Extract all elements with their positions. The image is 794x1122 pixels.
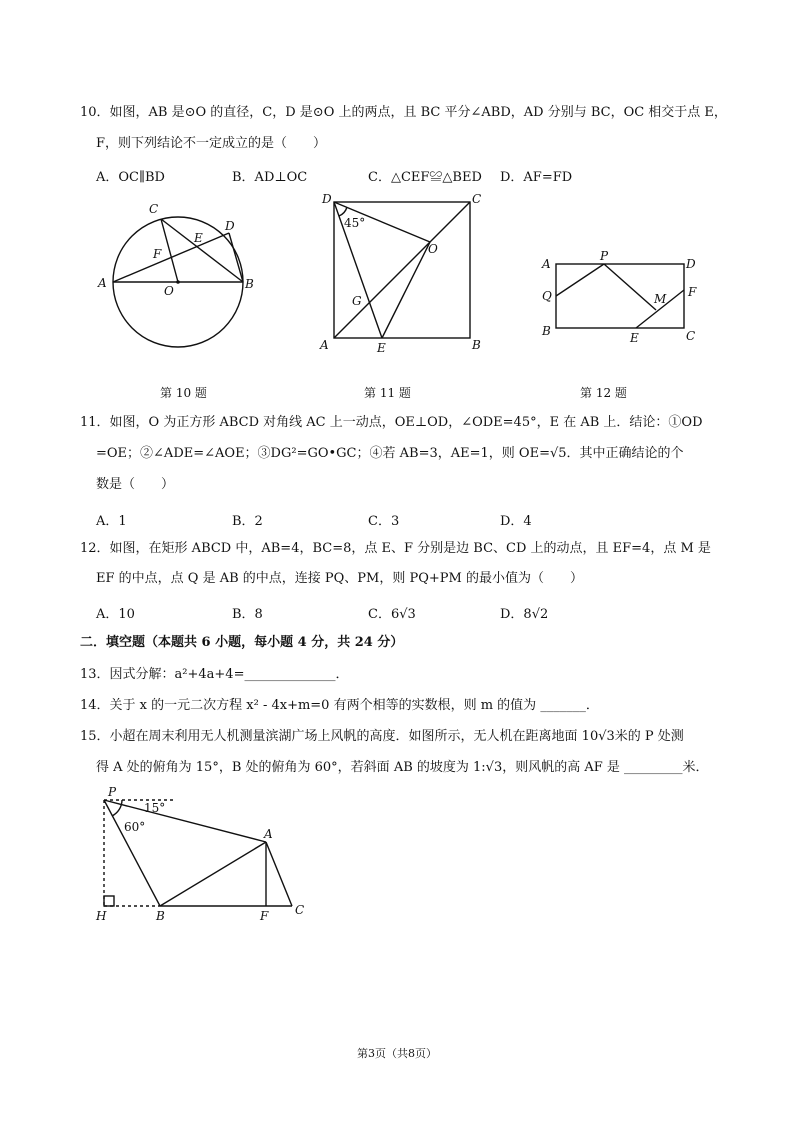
fig15-sail-ac: [266, 842, 292, 906]
q15-line2: 得 A 处的俯角为 15°，B 处的俯角为 60°，若斜面 AB 的坡度为 1:√3，则风帆的高 AF 是 _________米．: [96, 760, 709, 775]
fig15-angle-60: 60°: [124, 820, 146, 834]
q10-option-d: D．AF=FD: [500, 170, 573, 185]
fig10-label-d: D: [225, 219, 235, 233]
fig12-label-m: M: [654, 292, 667, 306]
fig11-angle-arc: [339, 207, 347, 216]
fig12-label-e: E: [630, 331, 639, 345]
fig11-angle-label: 45°: [344, 216, 366, 230]
q11-line1: 11．如图，O 为正方形 ABCD 对角线 AC 上一动点，OE⊥OD，∠ODE=45°，E 在 AB 上．结论：①OD: [80, 415, 703, 430]
fig12-segment-pq: [556, 264, 604, 296]
fig12-label-b: B: [542, 324, 551, 338]
fig12-label-q: Q: [542, 289, 552, 303]
fig11-label-c: C: [472, 192, 482, 206]
fig10-center-dot: [176, 280, 180, 284]
fig15-slope-ab: [160, 842, 266, 906]
figure-10: [96, 192, 266, 372]
q12-option-b: B．8: [232, 607, 263, 622]
fig11-label-a: A: [320, 338, 329, 352]
fig10-label-b: B: [245, 277, 254, 291]
fig11-label-d: D: [322, 192, 332, 206]
fig12-label-f: F: [688, 285, 697, 299]
q15-line1: 15．小超在周末利用无人机测量滨湖广场上风帆的高度．如图所示，无人机在距离地面 10√3米的 P 处测: [80, 729, 684, 744]
section2-title: 二．填空题（本题共 6 小题，每小题 4 分，共 24 分）: [80, 635, 404, 650]
fig10-caption: 第 10 题: [160, 386, 207, 400]
fig11-label-g: G: [352, 294, 362, 308]
q10-option-c: C．△CEF≌△BED: [368, 170, 482, 185]
fig10-segment-bd: [229, 233, 243, 282]
fig12-label-a: A: [542, 257, 551, 271]
page-footer: 第3页（共8页）: [357, 1047, 437, 1060]
fig15-right-angle-mark: [104, 896, 114, 906]
fig11-label-o: O: [428, 242, 438, 256]
q12-option-d: D．8√2: [500, 607, 549, 622]
fig15-label-b: B: [156, 909, 165, 923]
figure-11: [318, 190, 488, 360]
q11-option-a: A．1: [96, 514, 127, 529]
q11-line3: 数是（ ）: [96, 477, 175, 492]
fig11-segment-oe: [382, 242, 430, 338]
fig11-label-b: B: [472, 338, 481, 352]
q10-line2: F，则下列结论不一定成立的是（ ）: [96, 136, 327, 151]
fig15-label-f: F: [260, 909, 269, 923]
q13-text: 13．因式分解：a²+4a+4=______________．: [80, 667, 349, 682]
q11-option-c: C．3: [368, 514, 400, 529]
q12-line1: 12．如图，在矩形 ABCD 中，AB=4，BC=8，点 E、F 分别是边 BC、CD 上的动点，且 EF=4，点 M 是: [80, 541, 711, 556]
fig15-label-h: H: [96, 909, 107, 923]
q11-option-b: B．2: [232, 514, 263, 529]
fig10-label-e: E: [194, 231, 203, 245]
fig15-angle-15: 15°: [144, 801, 166, 815]
q10-option-b: B．AD⊥OC: [232, 170, 308, 185]
fig12-label-c: C: [686, 329, 696, 343]
fig12-label-p: P: [600, 249, 609, 263]
q11-option-d: D．4: [500, 514, 532, 529]
fig12-segment-pm: [604, 264, 656, 310]
fig10-label-o: O: [164, 284, 174, 298]
fig15-label-p: P: [108, 785, 117, 799]
figure-12: [538, 248, 708, 348]
q14-text: 14．关于 x 的一元二次方程 x² - 4x+m=0 有两个相等的实数根，则 m 的值为 _______．: [80, 698, 599, 713]
q12-option-a: A．10: [96, 607, 135, 622]
fig10-label-f: F: [153, 247, 162, 261]
q12-option-c: C．6√3: [368, 607, 416, 622]
figure-15: [94, 786, 324, 926]
fig15-label-a: A: [264, 827, 273, 841]
fig12-caption: 第 12 题: [580, 386, 627, 400]
fig15-label-c: C: [295, 903, 305, 917]
fig10-label-c: C: [149, 202, 159, 216]
fig11-caption: 第 11 题: [364, 386, 411, 400]
q10-line1: 10．如图，AB 是⊙O 的直径，C，D 是⊙O 上的两点，且 BC 平分∠ABD，AD 分别与 BC，OC 相交于点 E，: [80, 105, 727, 120]
fig11-label-e: E: [377, 341, 386, 355]
fig10-label-a: A: [98, 276, 107, 290]
fig12-label-d: D: [686, 257, 696, 271]
q11-line2: =OE；②∠ADE=∠AOE；③DG²=GO•GC；④若 AB=3，AE=1，则 OE=√5．其中正确结论的个: [96, 446, 684, 461]
q12-line2: EF 的中点，点 Q 是 AB 的中点，连接 PQ、PM，则 PQ+PM 的最小值为（ ）: [96, 571, 583, 586]
fig10-segment-oc: [161, 219, 178, 282]
q10-option-a: A．OC∥BD: [96, 170, 165, 185]
